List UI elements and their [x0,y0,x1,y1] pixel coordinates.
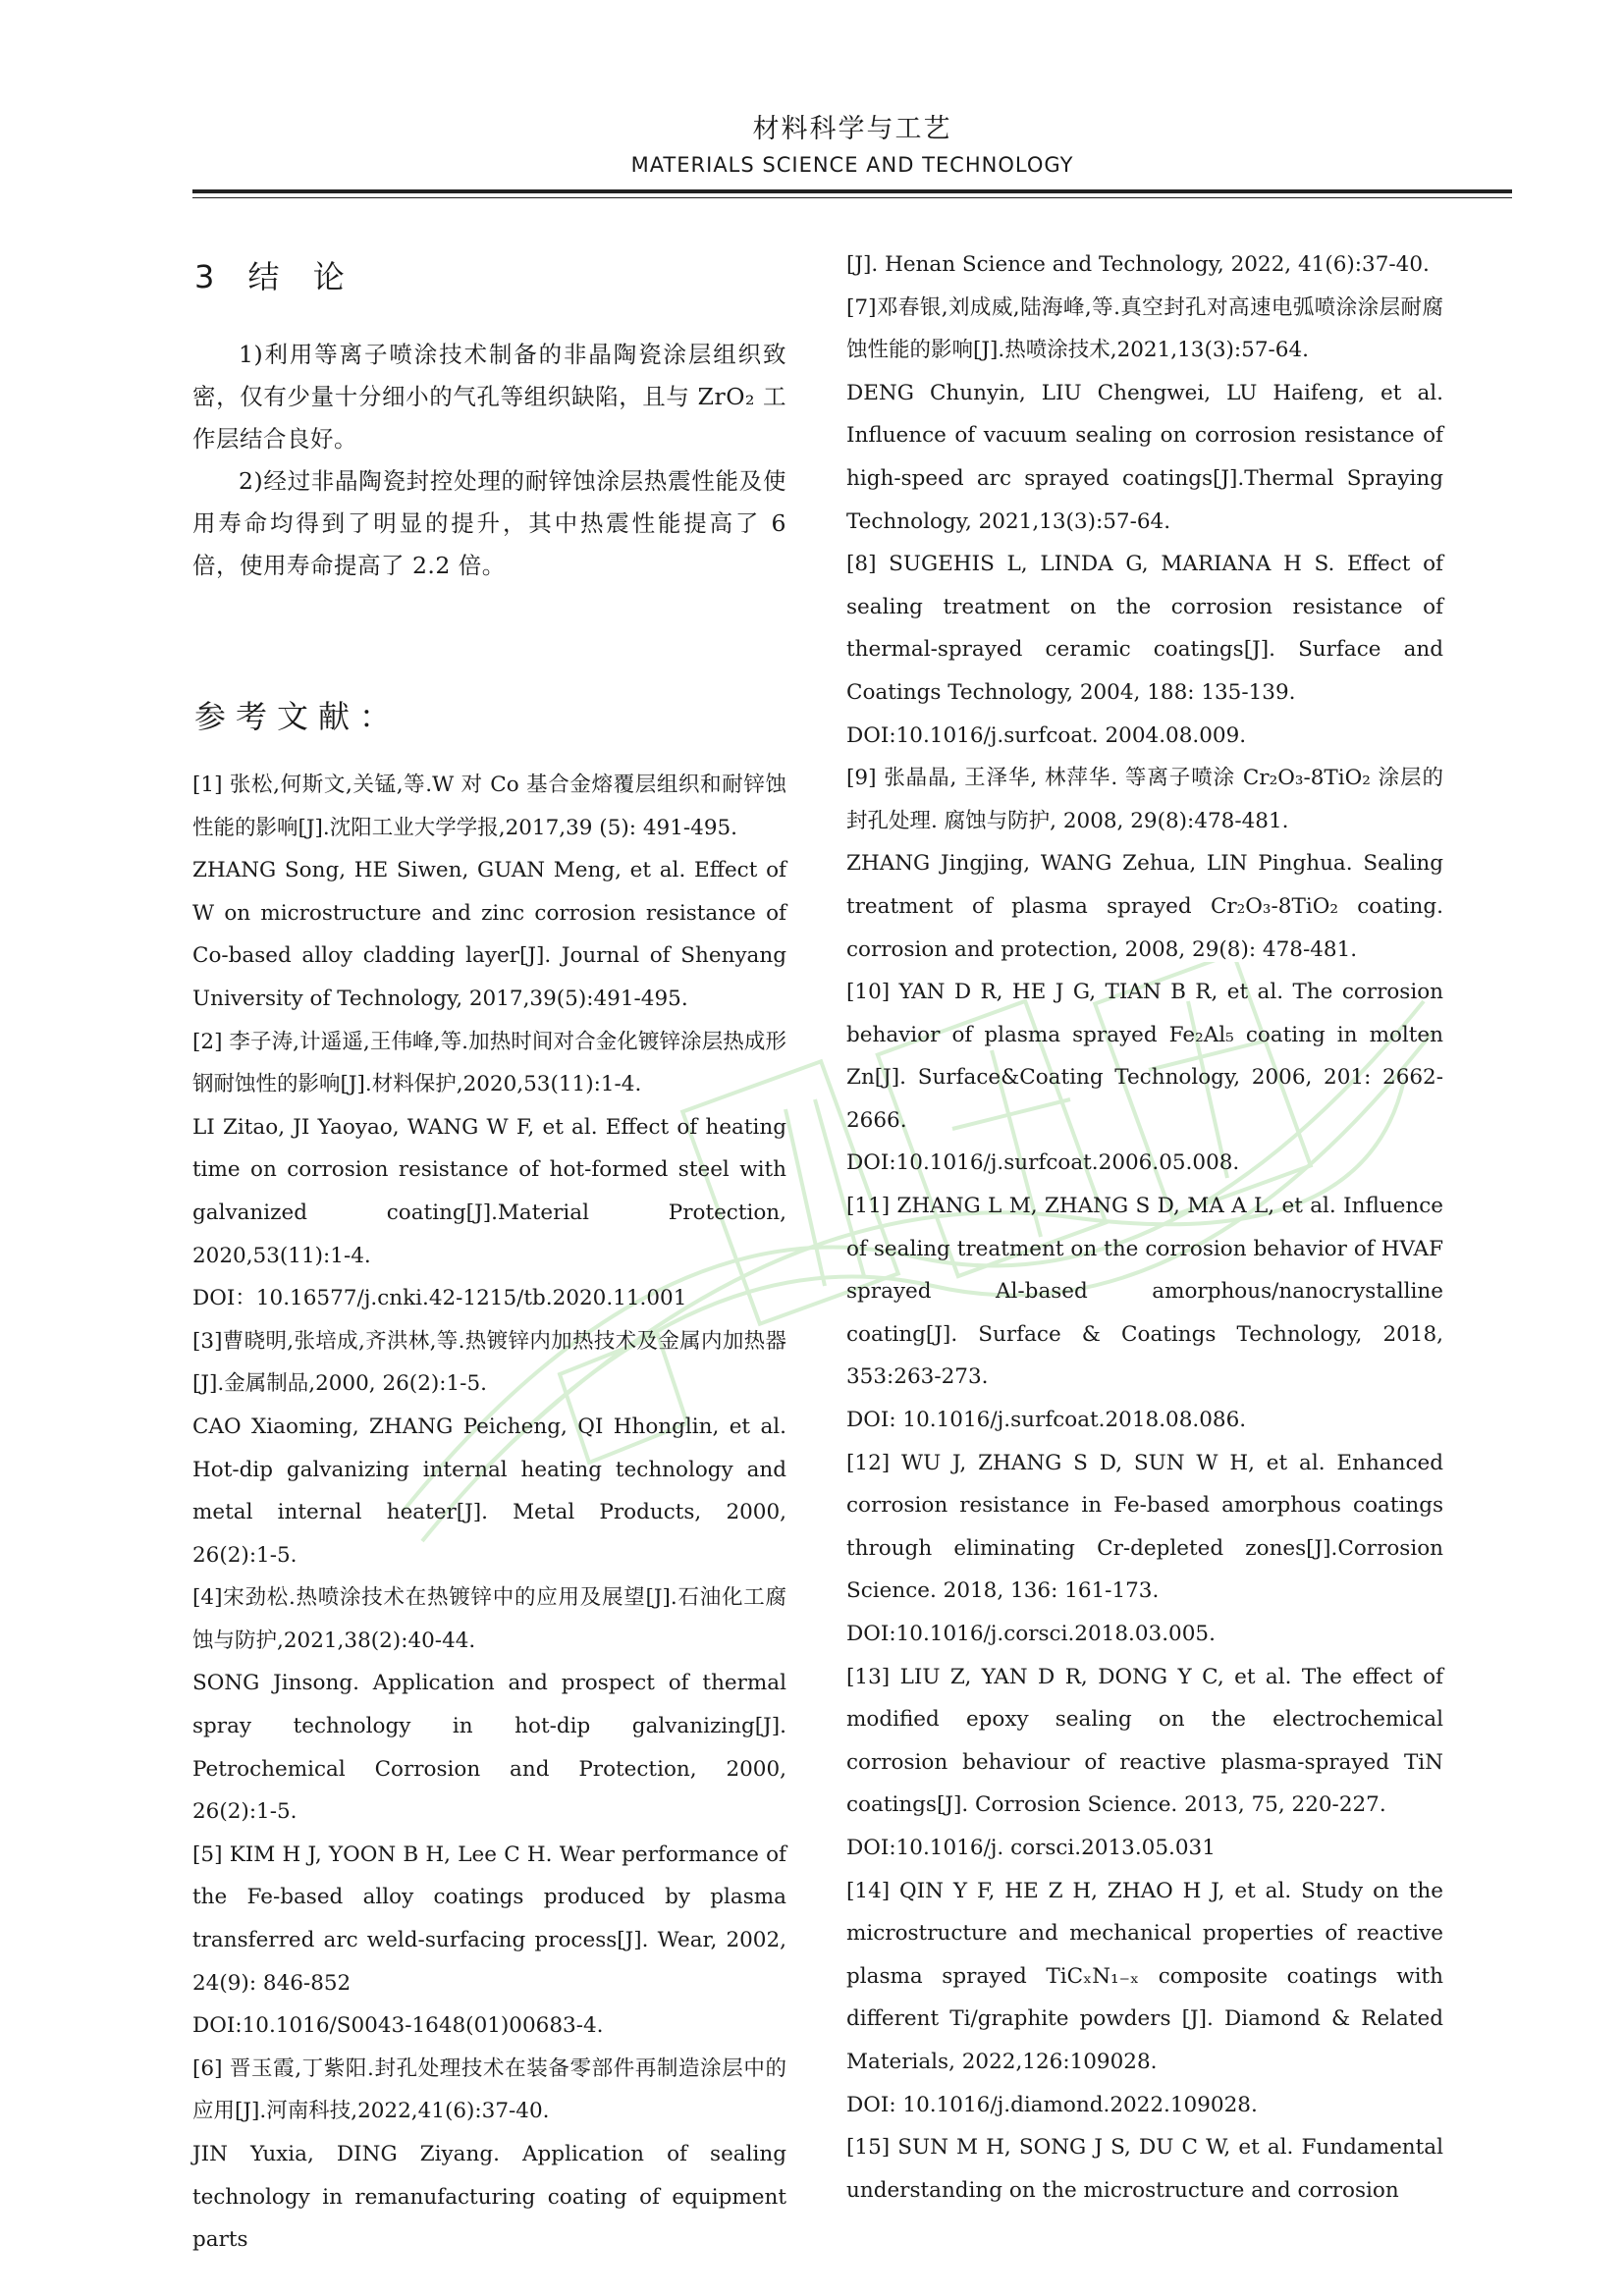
journal-title-cn: 材料科学与工艺 [752,114,952,144]
reference-entry: ZHANG Jingjing, WANG Zehua, LIN Pinghua. Sealing treatment of plasma sprayed Cr₂O₃-8TiO₂ coating. corrosion and protection, 2008, 29(8): 478-481. [846,851,1443,962]
reference-entry: [9] 张晶晶, 王泽华, 林萍华. 等离子喷涂 Cr₂O₃-8TiO₂ 涂层的封孔处理. 腐蚀与防护, 2008, 29(8):478-481. [846,766,1443,833]
reference-entry: [4]宋劲松.热喷涂技术在热镀锌中的应用及展望[J].石油化工腐蚀与防护,2021,38(2):40-44. [192,1585,786,1653]
reference-entry: [3]曹晓明,张培成,齐洪林,等.热镀锌内加热技术及金属内加热器[J].金属制品,2000, 26(2):1-5. [192,1328,786,1397]
reference-entry: [15] SUN M H, SONG J S, DU C W, et al. Fundamental understanding on the microstructure and corrosion [846,2135,1443,2203]
reference-entry: DENG Chunyin, LIU Chengwei, LU Haifeng, et al. Influence of vacuum sealing on corrosion resistance of high-speed arc sprayed coatings[J].Thermal Spraying Technology, 2021,13(3):57-64. [846,380,1443,534]
reference-entry: DOI:10.1016/j.surfcoat.2006.05.008. [846,1150,1240,1176]
reference-entry: [2] 李子涛,计遥遥,王伟峰,等.加热时间对合金化镀锌涂层热成形钢耐蚀性的影响[J].材料保护,2020,53(11):1-4. [192,1029,786,1097]
conclusion-paragraph-2: 2)经过非晶陶瓷封控处理的耐锌蚀涂层热震性能及使用寿命均得到了明显的提升，其中热震性能提高了 6 倍，使用寿命提高了 2.2 倍。 [192,467,786,579]
reference-entry: [13] LIU Z, YAN D R, DONG Y C, et al. The effect of modified epoxy sealing on the electrochemical corrosion behaviour of reactive plasma-sprayed TiN coatings[J]. Corrosion Science. 2013, 75, 220-227. [846,1664,1443,1818]
reference-entry: DOI: 10.1016/j.diamond.2022.109028. [846,2092,1258,2117]
reference-entry: LI Zitao, JI Yaoyao, WANG W F, et al. Effect of heating time on corrosion resistance of hot-formed steel with galvanized coating[J].Material Protection, 2020,53(11):1-4. [192,1114,786,1268]
reference-entry: ZHANG Song, HE Siwen, GUAN Meng, et al. Effect of W on microstructure and zinc corrosion resistance of Co-based alloy cladding layer[J]. Journal of Shenyang University of Technology, 2017,39(5):491-495. [192,858,786,1011]
conclusion-heading: 3 结 论 [194,258,356,295]
left-column [192,243,786,2262]
conclusion-paragraph-1: 1)利用等离子喷涂技术制备的非晶陶瓷涂层组织致密，仅有少量十分细小的气孔等组织缺陷，且与 ZrO₂ 工作层结合良好。 [192,341,786,453]
header-rule-thin [192,197,1512,198]
header-rule-thick [192,189,1512,193]
reference-entry: [14] QIN Y F, HE Z H, ZHAO H J, et al. Study on the microstructure and mechanical properties of reactive plasma sprayed TiCₓN₁₋ₓ composite coatings with different Ti/graphite powders [J]. Diamond & Related Materials, 2022,126:109028. [846,1878,1443,2074]
reference-entry: [12] WU J, ZHANG S D, SUN W H, et al. Enhanced corrosion resistance in Fe-based amorphous coatings through eliminating Cr-depleted zones[J].Corrosion Science. 2018, 136: 161-173. [846,1450,1443,1604]
journal-header [192,110,1512,181]
reference-entry: DOI:10.1016/j. corsci.2013.05.031 [846,1835,1216,1860]
references-list-left [192,764,786,2262]
reference-entry: [1] 张松,何斯文,关锰,等.W 对 Co 基合金熔覆层组织和耐锌蚀性能的影响[J].沈阳工业大学学报,2017,39 (5): 491-495. [192,773,786,840]
reference-entry: [6] 晋玉霞,丁紫阳.封孔处理技术在装备零部件再制造涂层中的应用[J].河南科技,2022,41(6):37-40. [192,2056,786,2124]
reference-entry: [7]邓春银,刘成威,陆海峰,等.真空封孔对高速电弧喷涂涂层耐腐蚀性能的影响[J].热喷涂技术,2021,13(3):57-64. [846,294,1443,363]
reference-entry: DOI:10.1016/j.corsci.2018.03.005. [846,1622,1216,1646]
reference-entry: DOI:10.1016/j.surfcoat. 2004.08.009. [846,722,1247,748]
reference-entry: DOI：10.16577/j.cnki.42-1215/tb.2020.11.001 [192,1286,687,1311]
reference-entry: SONG Jinsong. Application and prospect of thermal spray technology in hot-dip galvanizing[J]. Petrochemical Corrosion and Protection, 2000, 26(2):1-5. [192,1671,786,1825]
references-list-right [846,243,1443,2212]
reference-entry: DOI: 10.1016/j.surfcoat.2018.08.086. [846,1408,1247,1433]
reference-entry: [5] KIM H J, YOON B H, Lee C H. Wear performance of the Fe-based alloy coatings produced by plasma transferred arc weld-surfacing process[J]. Wear, 2002, 24(9): 846-852 [192,1842,786,1996]
reference-entry: [10] YAN D R, HE J G, TIAN B R, et al. The corrosion behavior of plasma sprayed Fe₂Al₅ coating in molten Zn[J]. Surface&Coating Technology, 2006, 201: 2662-2666. [846,980,1443,1133]
reference-entry: [J]. Henan Science and Technology, 2022, 41(6):37-40. [846,252,1430,277]
reference-entry: DOI:10.1016/S0043-1648(01)00683-4. [192,2013,604,2039]
reference-entry: CAO Xiaoming, ZHANG Peicheng, QI Hhonglin, et al. Hot-dip galvanizing internal heating technology and metal internal heater[J]. Metal Products, 2000, 26(2):1-5. [192,1414,786,1568]
reference-entry: [8] SUGEHIS L, LINDA G, MARIANA H S. Effect of sealing treatment on the corrosion resistance of thermal-sprayed ceramic coatings[J]. Surface and Coatings Technology, 2004, 188: 135-139. [846,552,1443,705]
right-column [846,243,1443,2212]
journal-title-en: MATERIALS SCIENCE AND TECHNOLOGY [630,153,1074,177]
references-heading: 参考文献： [194,698,402,735]
reference-entry: JIN Yuxia, DING Ziyang. Application of sealing technology in remanufacturing coating of equipment parts [192,2142,786,2253]
reference-entry: [11] ZHANG L M, ZHANG S D, MA A L, et al. Influence of sealing treatment on the corrosion behavior of HVAF sprayed Al-based amorphous/nanocrystalline coating[J]. Surface & Coatings Technology, 2018, 353:263-273. [846,1194,1443,1390]
